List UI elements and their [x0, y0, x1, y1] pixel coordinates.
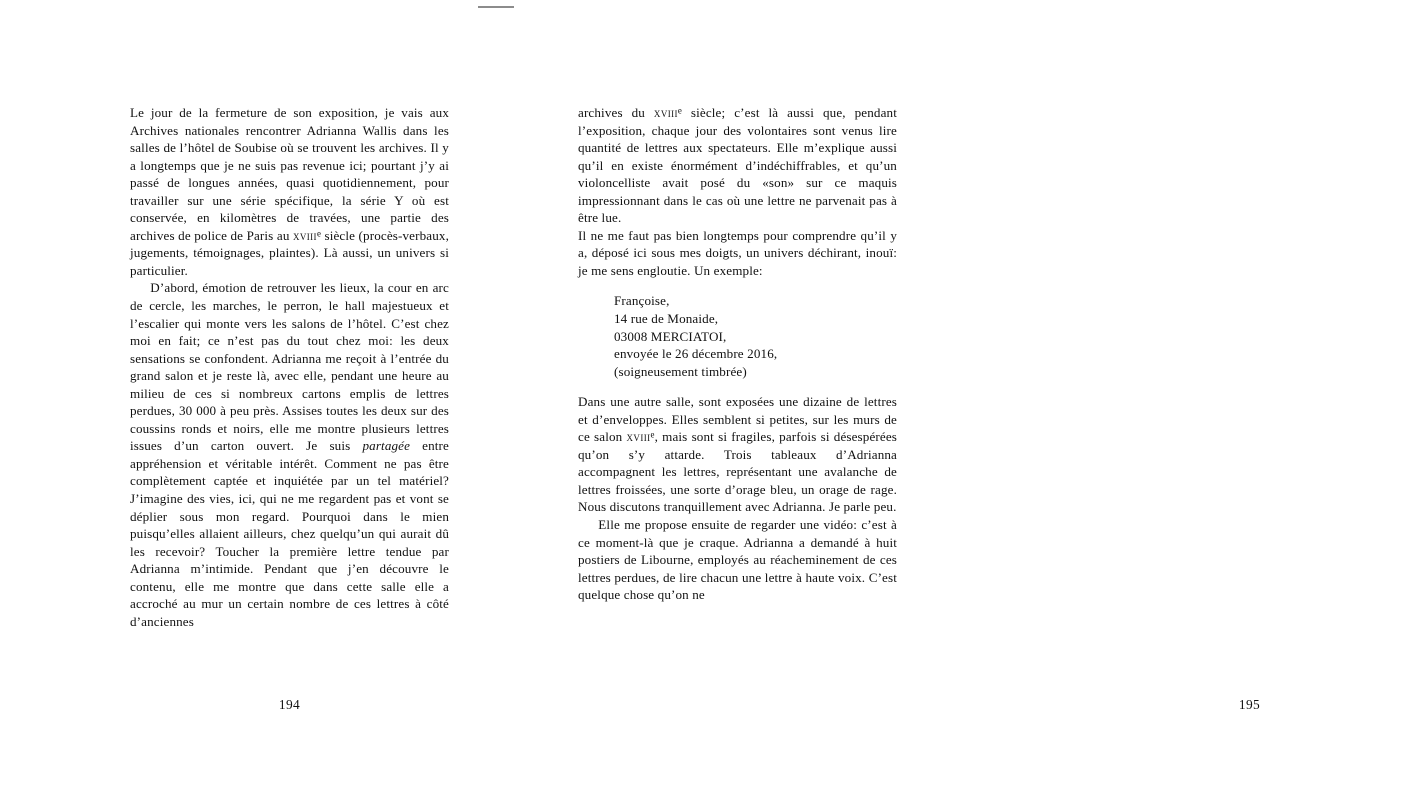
folio-page-number-right: 195 [1238, 697, 1261, 712]
text-column-right [578, 104, 897, 604]
address-line: 03008 MERCIATOI, [614, 328, 727, 344]
page-right [512, 0, 1261, 787]
text-column-left [130, 104, 449, 630]
paragraph: archives du xviii$^e$ siècle; c’est là aussi que, pendant l’exposition, chaque jour des volontaires sont venus lire quantité de lettres aux spectateurs. Elle m’explique aussi qu’il en existe énormément d’indéchiffrables, et qu’un violoncelliste avait posé du «son» sur ce maquis impressionnant dans le cas où une lettre ne parvenait pas à être lue. [578, 105, 897, 226]
address-line: Françoise, [614, 293, 670, 309]
ordinal-superscript: e [677, 105, 682, 116]
ordinal-superscript: e [650, 429, 655, 440]
address-line: envoyée le 26 décembre 2016, [614, 346, 778, 362]
letter-address-block [578, 292, 897, 380]
century-smallcaps: xviii [292, 227, 317, 243]
paragraph: Dans une autre salle, sont exposées une dizaine de lettres et d’enveloppes. Elles semblent si petites, sur les murs de ce salon xviii$^e$, mais sont si fragiles, parfois si désespérées qu’on s’y attarde. Trois tableaux d’Adrianna accompagnent les lettres, représentant une avalanche de lettres froissées, une sorte d’orage bleu, un orage de rage. Nous discutons tranquillement avec Adrianna. Je parle peu. [578, 394, 897, 515]
address-line: 14 rue de Monaide, [614, 311, 719, 327]
paragraph: D’abord, émotion de retrouver les lieux, la cour en arc de cercle, les marches, le perron, le hall majestueux et l’escalier qui monte vers les salons de l’hôtel. C’est chez moi en fait; ce n’est pas du tout chez moi: les deux sensations se confondent. Adrianna me reçoit à l’entrée du grand salon et je reste là, avec elle, pendant une heure au milieu de ces si nombreux cartons emplis de lettres perdues, 30 000 à peu près. Assises toutes les deux sur des coussins ronds et noirs, elle me montre plusieurs lettres issues d’un carton ouvert. Je suis partagée entre appréhension et véritable intérêt. Comment ne pas être complètement captée et inquiétée par un tel matériel? J’imagine des vies, ici, qui ne me regardent pas et vont se déplier sous mon regard. Pourquoi dans le mien puisqu’elles allaient ailleurs, chez quelqu’un qui aurait dû les recevoir? Toucher la première lettre tendue par Adrianna m’intimide. Pendant que j’en découvre le contenu, elle me montre que dans cette salle elle a accroché au mur un certain nombre de ces lettres à côté d’anciennes [130, 280, 449, 629]
address-line: (soigneusement timbrée) [614, 363, 747, 379]
emphasis-italic: partagée [362, 438, 411, 454]
page-left [0, 0, 512, 787]
century-smallcaps: xviii [626, 429, 651, 445]
folio-page-number-left: 194 [278, 697, 301, 712]
century-smallcaps: xviii [653, 105, 678, 120]
paragraph: Elle me propose ensuite de regarder une vidéo: c’est à ce moment-là que je craque. Adrianna a demandé à huit postiers de Libourne, employés au réacheminement de ces lettres perdues, de lire chacun une lettre à haute voix. C’est quelque chose qu’on ne [578, 517, 897, 603]
paragraph: Il ne me faut pas bien longtemps pour comprendre qu’il y a, déposé ici sous mes doigts, un univers déchirant, inouï: je me sens engloutie. Un exemple: [578, 227, 897, 278]
paragraph: Le jour de la fermeture de son exposition, je vais aux Archives nationales rencontrer Adrianna Wallis dans les salles de l’hôtel de Soubise où se trouvent les archives. Il y a longtemps que je ne suis pas revenue ici; pourtant j’y ai passé de longues années, quasi quotidiennement, pour travailler sur une série spécifique, la série Y où est conservée, en kilomètres de travées, une partie des archives de police de Paris au xviii$^e$ siècle (procès-verbaux, jugements, témoignages, plaintes). Là aussi, un univers si particulier. [130, 105, 449, 278]
ordinal-superscript: e [316, 228, 322, 239]
